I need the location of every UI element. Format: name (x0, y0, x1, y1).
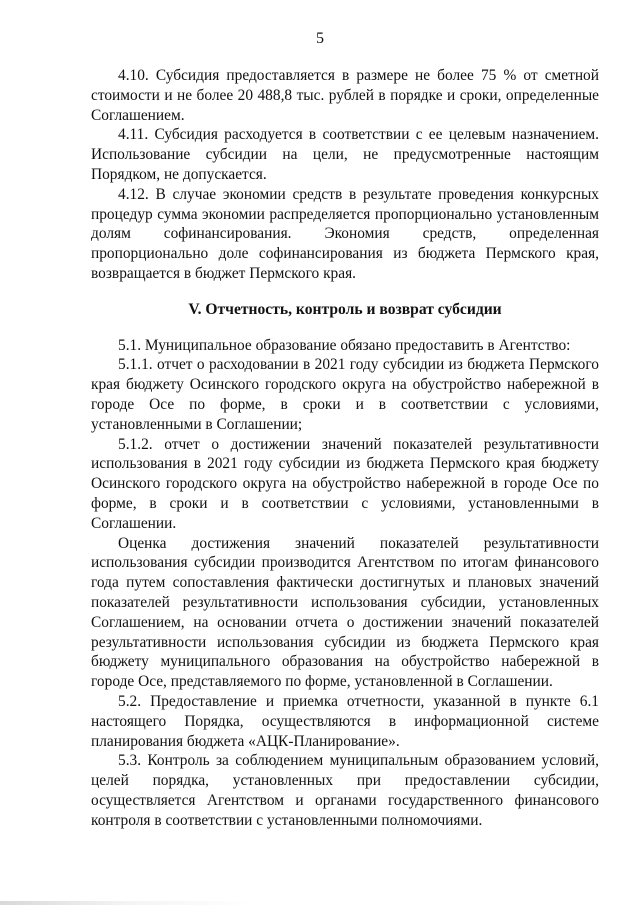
paragraph-5-1-1: 5.1.1. отчет о расходовании в 2021 году субсидии из бюджета Пермского края бюджету Осинского городского округа на обустройство набережной в городе Осе по форме, в сроки и в соответствии с условиями, установленными в Соглашении; (91, 356, 599, 433)
section-heading: V. Отчетность, контроль и возврат субсидии (188, 300, 502, 318)
paragraph-5-1-2: 5.1.2. отчет о достижении значений показателей результативности использования в 2021 году субсидии из бюджета Пермского края бюджету Осинского городского округа на обустройство набережной в городе Осе по форме, в сроки и в соответствии с условиями, установленными в Соглашении. (91, 435, 599, 532)
paragraph-5-3: 5.3. Контроль за соблюдением муниципальным образованием условий, целей порядка, установленных при предоставлении субсидии, осуществляется Агентством и органами государственного финансового контроля в соответствии с установленными полномочиями. (91, 752, 599, 829)
document-body (91, 66, 599, 830)
paragraph-assessment: Оценка достижения значений показателей результативности использования субсидии производится Агентством по итогам финансового года путем сопоставления фактически достигнутых и плановых значений показателей результативности использования субсидии, установленных Соглашением, на основании отчета о достижении значений показателей результативности использования субсидии из бюджета Пермского края бюджету муниципального образования на обустройство набережной в городе Осе, представляемого по форме, установленной в Соглашении. (91, 534, 599, 691)
paragraph-5-2: 5.2. Предоставление и приемка отчетности, указанной в пункте 6.1 настоящего Порядка, осуществляются в информационной системе планирования бюджета «АЦК-Планирование». (91, 692, 599, 750)
paragraph-5-1: 5.1. Муниципальное образование обязано предоставить в Агентство: (118, 336, 571, 354)
paragraph-4-10: 4.10. Субсидия предоставляется в размере не более 75 % от сметной стоимости и не более 20 488,8 тыс. рублей в порядке и сроки, определенные Соглашением. (91, 67, 599, 124)
scan-edge-artifact (0, 901, 640, 905)
paragraph-4-12: 4.12. В случае экономии средств в результате проведения конкурсных процедур сумма экономии распределяется пропорционально установленным долям софинансирования. Экономия средств, определенная пропорционально доле софинансирования из бюджета Пермского края, возвращается в бюджет Пермского края. (91, 185, 599, 282)
paragraph-4-11: 4.11. Субсидия расходуется в соответствии с ее целевым назначением. Использование субсидии на цели, не предусмотренные настоящим Порядком, не допускается. (91, 126, 599, 183)
page-number: 5 (316, 30, 324, 47)
